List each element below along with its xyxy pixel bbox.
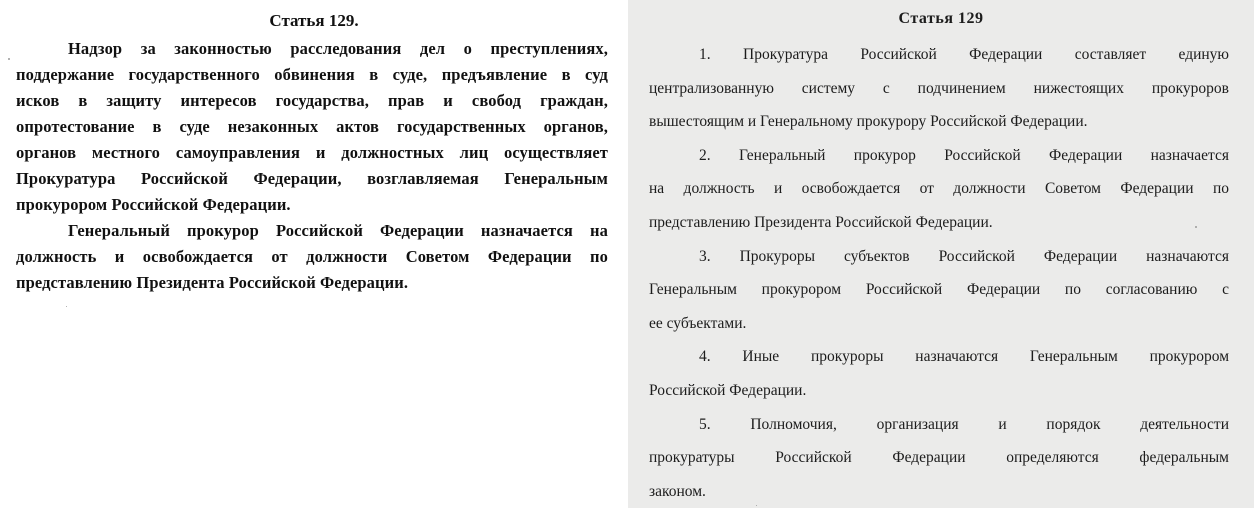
right-text-line: прокуратуры Российской Федерации определяются федеральным — [649, 449, 1229, 467]
scan-speck — [756, 505, 757, 506]
left-text-line: органов местного самоуправления и должностных лиц осуществляет — [16, 143, 608, 162]
scan-speck — [1195, 226, 1197, 228]
right-text-line: 3. Прокуроры субъектов Российской Федерации назначаются — [699, 247, 1229, 265]
left-article-title: Статья 129. — [269, 11, 359, 30]
left-text-line: Генеральный прокурор Российской Федерации назначается на — [68, 221, 608, 240]
right-text-line: централизованную систему с подчинением нижестоящих прокуроров — [649, 79, 1229, 97]
right-text-line: представлению Президента Российской Федерации. — [649, 213, 993, 231]
right-article-title: Статья 129 — [898, 10, 984, 27]
right-text-line: Российской Федерации. — [649, 381, 807, 399]
left-text-line: представлению Президента Российской Федерации. — [16, 273, 409, 292]
right-text-line: вышестоящим и Генеральному прокурору Российской Федерации. — [649, 113, 1088, 131]
left-text-line: опротестование в суде незаконных актов государственных органов, — [16, 117, 608, 136]
right-text-line: 4. Иные прокуроры назначаются Генеральным прокурором — [699, 348, 1229, 366]
left-text-line: Надзор за законностью расследования дел о преступлениях, — [68, 39, 608, 58]
scan-speck — [8, 58, 10, 60]
right-article-body — [649, 38, 1229, 508]
right-document — [628, 0, 1254, 508]
right-text-line: 1. Прокуратура Российской Федерации составляет единую — [699, 46, 1229, 63]
right-text-line: 5. Полномочия, организация и порядок деятельности — [699, 415, 1229, 433]
left-article-body — [16, 36, 608, 296]
right-text-line: на должность и освобождается от должности Советом Федерации по — [649, 180, 1229, 198]
right-text-line: 2. Генеральный прокурор Российской Федерации назначается — [699, 146, 1229, 164]
right-text-line: законом. — [649, 482, 706, 500]
left-text-line: поддержание государственного обвинения в суде, предъявление в суд — [16, 65, 608, 84]
left-text-line: исков в защиту интересов государства, прав и свобод граждан, — [16, 91, 608, 110]
scan-speck — [66, 306, 67, 307]
left-text-line: должность и освобождается от должности Советом Федерации по — [16, 247, 608, 266]
right-text-line: Генеральным прокурором Российской Федерации по согласованию с — [649, 281, 1229, 299]
left-text-line: Прокуратура Российской Федерации, возглавляемая Генеральным — [16, 169, 608, 188]
left-text-line: прокурором Российской Федерации. — [16, 195, 291, 214]
right-text-line: ее субъектами. — [649, 314, 747, 332]
